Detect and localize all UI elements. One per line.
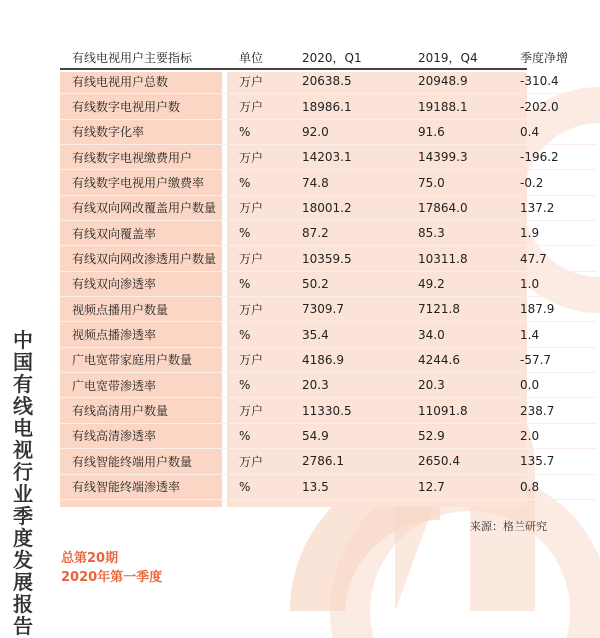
- row-unit-cell: 万户: [239, 195, 286, 220]
- row-2019q4-cell: 49.2: [392, 271, 508, 296]
- row-unit-cell: %: [239, 373, 286, 398]
- row-2020q1-cell: 35.4: [286, 322, 392, 347]
- row-2019q4-cell: 14399.3: [392, 145, 508, 170]
- row-unit-cell: %: [239, 170, 286, 195]
- table-body: [60, 69, 596, 499]
- table-row: [60, 347, 596, 372]
- table-row: [60, 423, 596, 448]
- row-2020q1-cell: 18001.2: [286, 195, 392, 220]
- row-indicator-cell: 有线双向网改渗透用户数量: [60, 246, 239, 271]
- row-2020q1-cell: 50.2: [286, 271, 392, 296]
- table-row: [60, 170, 596, 195]
- row-indicator-cell: 有线电视用户总数: [60, 69, 239, 94]
- row-2019q4-cell: 20.3: [392, 373, 508, 398]
- row-indicator-cell: 视频点播用户数量: [60, 297, 239, 322]
- row-net-change-cell: 1.4: [508, 322, 596, 347]
- row-unit-cell: %: [239, 271, 286, 296]
- table-row: [60, 322, 596, 347]
- row-net-change-cell: 135.7: [508, 449, 596, 474]
- row-unit-cell: 万户: [239, 145, 286, 170]
- row-2020q1-cell: 13.5: [286, 474, 392, 499]
- row-unit-cell: 万户: [239, 94, 286, 119]
- row-unit-cell: 万户: [239, 246, 286, 271]
- header-2019q4: 2019，Q4: [418, 50, 478, 65]
- table-row: [60, 474, 596, 499]
- row-indicator-cell: 有线双向覆盖率: [60, 221, 239, 246]
- table-row: [60, 221, 596, 246]
- row-net-change-cell: 0.8: [508, 474, 596, 499]
- row-2020q1-cell: 54.9: [286, 423, 392, 448]
- row-indicator-cell: 广电宽带家庭用户数量: [60, 347, 239, 372]
- row-2020q1-cell: 87.2: [286, 221, 392, 246]
- row-indicator-cell: 有线智能终端用户数量: [60, 449, 239, 474]
- row-2020q1-cell: 14203.1: [286, 145, 392, 170]
- row-net-change-cell: -202.0: [508, 94, 596, 119]
- row-unit-cell: %: [239, 119, 286, 144]
- table-row: [60, 246, 596, 271]
- source-note: 来源：格兰研究: [470, 520, 547, 533]
- row-net-change-cell: 0.4: [508, 119, 596, 144]
- table-row: [60, 119, 596, 144]
- table-row: [60, 373, 596, 398]
- row-2020q1-cell: 20.3: [286, 373, 392, 398]
- row-net-change-cell: -57.7: [508, 347, 596, 372]
- row-indicator-cell: 有线双向网改覆盖用户数量: [60, 195, 239, 220]
- issue-number: 总第20期: [61, 551, 119, 566]
- row-2020q1-cell: 74.8: [286, 170, 392, 195]
- row-indicator-cell: 有线数字电视用户缴费率: [60, 170, 239, 195]
- table-row: [60, 195, 596, 220]
- row-net-change-cell: 47.7: [508, 246, 596, 271]
- row-2020q1-cell: 11330.5: [286, 398, 392, 423]
- table-row: [60, 145, 596, 170]
- row-2019q4-cell: 7121.8: [392, 297, 508, 322]
- issue-quarter: 2020年第一季度: [61, 570, 163, 585]
- row-indicator-cell: 有线高清渗透率: [60, 423, 239, 448]
- row-2019q4-cell: 11091.8: [392, 398, 508, 423]
- table-row: [60, 297, 596, 322]
- row-unit-cell: 万户: [239, 69, 286, 94]
- row-2019q4-cell: 52.9: [392, 423, 508, 448]
- row-unit-cell: %: [239, 423, 286, 448]
- row-net-change-cell: -0.2: [508, 170, 596, 195]
- row-2019q4-cell: 2650.4: [392, 449, 508, 474]
- row-2020q1-cell: 7309.7: [286, 297, 392, 322]
- table-row: [60, 271, 596, 296]
- row-net-change-cell: 1.0: [508, 271, 596, 296]
- row-indicator-cell: 有线高清用户数量: [60, 398, 239, 423]
- row-2020q1-cell: 10359.5: [286, 246, 392, 271]
- row-2019q4-cell: 85.3: [392, 221, 508, 246]
- row-net-change-cell: 187.9: [508, 297, 596, 322]
- table-header-row: [60, 45, 596, 69]
- row-indicator-cell: 有线智能终端渗透率: [60, 474, 239, 499]
- header-indicator: 有线电视用户主要指标: [72, 50, 193, 65]
- row-unit-cell: 万户: [239, 347, 286, 372]
- row-net-change-cell: -196.2: [508, 145, 596, 170]
- row-net-change-cell: 137.2: [508, 195, 596, 220]
- row-2020q1-cell: 4186.9: [286, 347, 392, 372]
- row-2019q4-cell: 75.0: [392, 170, 508, 195]
- header-net-change: 季度净增: [520, 50, 569, 65]
- row-net-change-cell: 0.0: [508, 373, 596, 398]
- table-row: [60, 94, 596, 119]
- row-2019q4-cell: 20948.9: [392, 69, 508, 94]
- header-unit: 单位: [239, 50, 264, 65]
- row-2019q4-cell: 10311.8: [392, 246, 508, 271]
- row-indicator-cell: 有线数字电视缴费用户: [60, 145, 239, 170]
- row-unit-cell: %: [239, 322, 286, 347]
- table-row: [60, 398, 596, 423]
- row-2020q1-cell: 20638.5: [286, 69, 392, 94]
- row-indicator-cell: 广电宽带渗透率: [60, 373, 239, 398]
- indicator-table: [60, 45, 596, 500]
- header-2020q1: 2020，Q1: [302, 50, 362, 65]
- row-2019q4-cell: 34.0: [392, 322, 508, 347]
- row-net-change-cell: 1.9: [508, 221, 596, 246]
- row-2019q4-cell: 12.7: [392, 474, 508, 499]
- row-unit-cell: %: [239, 474, 286, 499]
- row-indicator-cell: 有线数字化率: [60, 119, 239, 144]
- row-2020q1-cell: 18986.1: [286, 94, 392, 119]
- row-unit-cell: 万户: [239, 449, 286, 474]
- row-2020q1-cell: 2786.1: [286, 449, 392, 474]
- table-row: [60, 449, 596, 474]
- row-2019q4-cell: 4244.6: [392, 347, 508, 372]
- row-net-change-cell: 238.7: [508, 398, 596, 423]
- row-unit-cell: 万户: [239, 297, 286, 322]
- row-net-change-cell: -310.4: [508, 69, 596, 94]
- row-indicator-cell: 有线数字电视用户数: [60, 94, 239, 119]
- table-row: [60, 69, 596, 94]
- row-2020q1-cell: 92.0: [286, 119, 392, 144]
- row-unit-cell: %: [239, 221, 286, 246]
- row-2019q4-cell: 91.6: [392, 119, 508, 144]
- row-indicator-cell: 视频点播渗透率: [60, 322, 239, 347]
- row-indicator-cell: 有线双向渗透率: [60, 271, 239, 296]
- row-net-change-cell: 2.0: [508, 423, 596, 448]
- row-2019q4-cell: 17864.0: [392, 195, 508, 220]
- row-unit-cell: 万户: [239, 398, 286, 423]
- row-2019q4-cell: 19188.1: [392, 94, 508, 119]
- report-title: 中国有线电视行业季度发展报告: [13, 328, 33, 638]
